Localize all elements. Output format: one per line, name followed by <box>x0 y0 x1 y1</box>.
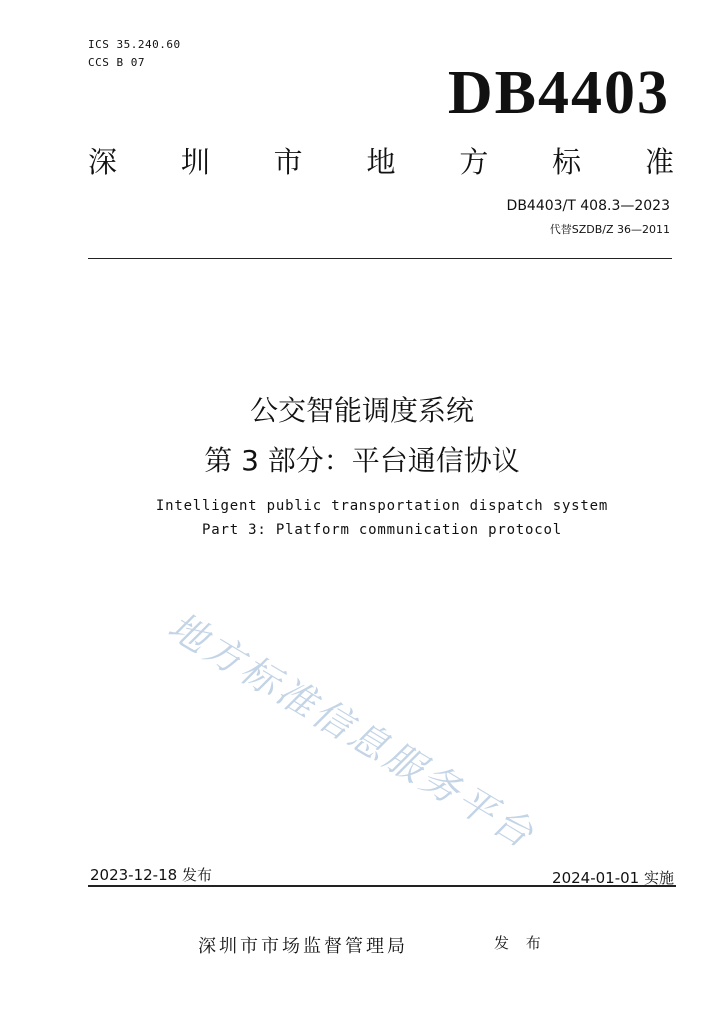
standard-type-name <box>88 140 674 181</box>
watermark: 地方标准信息服务平台 <box>160 603 544 858</box>
standard-name-char: 标 <box>552 145 582 179</box>
standard-name-char: 方 <box>459 145 489 179</box>
footer-divider <box>88 885 676 887</box>
english-title: Intelligent public transportation dispatch system <box>155 498 609 514</box>
issue-label: 发 布 <box>494 934 547 952</box>
implement-date: 2024-01-01 实施 <box>552 869 674 887</box>
header-divider <box>88 258 672 259</box>
standard-name-char: 准 <box>644 145 674 179</box>
standard-name-char: 地 <box>366 145 396 179</box>
issuing-authority: 深圳市市场监督管理局 <box>198 936 408 957</box>
replaces-note: 代替SZDB/Z 36—2011 <box>549 223 670 236</box>
standard-name-char: 圳 <box>180 145 210 179</box>
standard-number: DB4403/T 408.3—2023 <box>506 198 670 214</box>
ics-code: ICS 35.240.60 <box>88 38 181 51</box>
document-subtitle: 第 3 部分：平台通信协议 <box>204 444 520 477</box>
publish-date: 2023-12-18 发布 <box>90 866 212 884</box>
standard-name-char: 深 <box>88 145 118 179</box>
english-subtitle: Part 3: Platform communication protocol <box>202 522 562 538</box>
standard-name-char: 市 <box>273 145 303 179</box>
document-title: 公交智能调度系统 <box>249 394 474 427</box>
ccs-code: CCS B 07 <box>88 56 145 69</box>
standard-code-logo: DB4403 <box>447 59 670 127</box>
